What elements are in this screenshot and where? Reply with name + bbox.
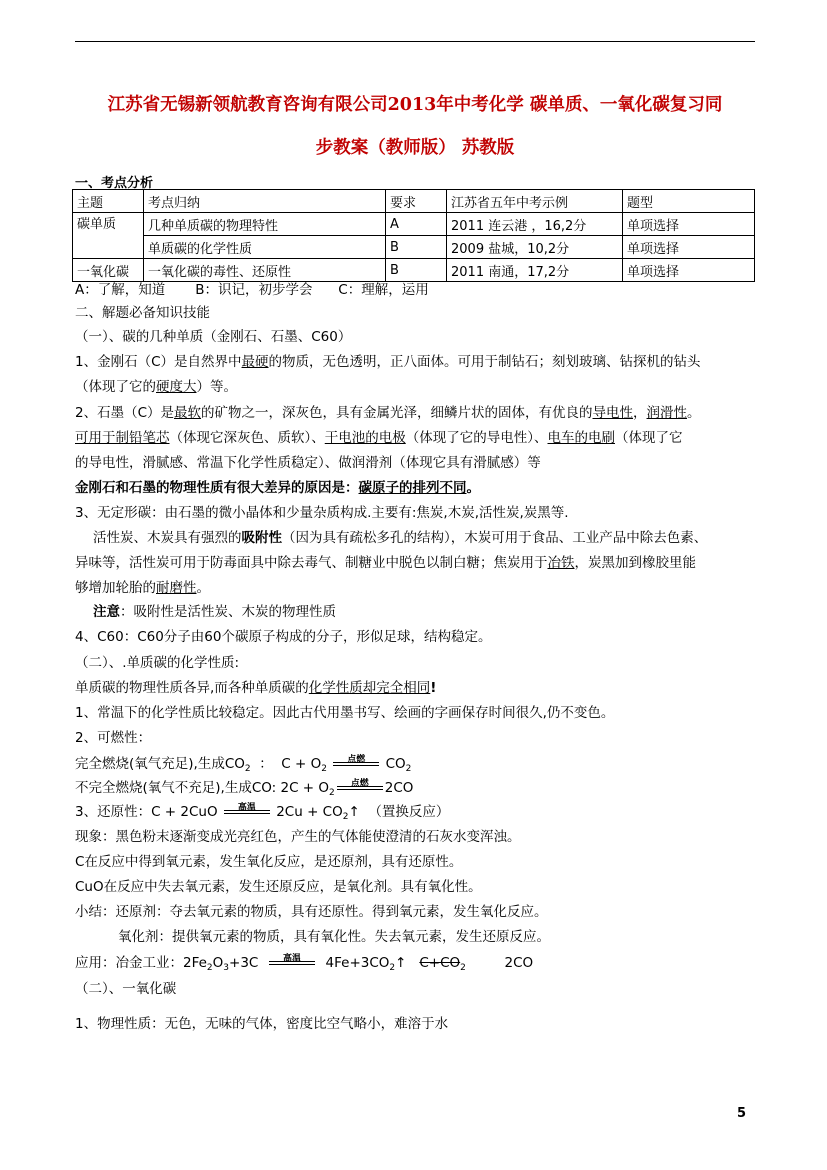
reduction-equation: 3、还原性：C + 2CuO 高温 $2Cu + CO_2↑$ （置换反应）	[75, 803, 450, 822]
table-cell: 一氧化碳的毒性、还原性	[144, 259, 386, 282]
stability-line: 1、常温下的化学性质比较稳定。因此古代用墨书写、绘画的字画保存时间很久,仍不变色。	[75, 705, 615, 721]
table-cell: 2011 南通，17,2分	[447, 259, 623, 282]
amorphous-carbon-line-4: 够增加轮胎的耐磨性。	[75, 580, 210, 596]
section-heading-knowledge: 二、解题必备知识技能	[75, 305, 210, 321]
graphite-line-3: 的导电性，滑腻感、常温下化学性质稳定）、做润滑剂（体现它具有滑腻感）等	[75, 455, 541, 471]
diamond-line-2: （体现了它的硬度大）等。	[75, 379, 237, 395]
table-header-row	[73, 190, 755, 213]
incomplete-combustion-equation: 不完全燃烧(氧气不充足),生成CO: $2C + O_2$ 点燃 2CO	[75, 779, 414, 798]
complete-combustion-equation: 完全燃烧(氧气充足),生成$CO_2$ ： $C + O_2$ 点燃 $CO_2$	[75, 755, 412, 774]
metallurgy-equation: 应用：冶金工业：$2Fe_2O_3+3C$ 高温 $4Fe+3CO_2↑$ $C+CO_2$ 2CO	[75, 954, 534, 973]
table-cell: 单项选择	[623, 259, 755, 282]
graphite-line-2: 可用于制铅笔芯（体现它深灰色、质软）、干电池的电极（体现了它的导电性）、电车的电刷（体现了它	[75, 430, 683, 446]
amorphous-carbon-line-2: 活性炭、木炭具有强烈的吸附性（因为具有疏松多孔的结构），木炭可用于食品、工业产品中除去色素、	[93, 530, 708, 546]
structure-difference-note: 金刚石和石墨的物理性质有很大差异的原因是：碳原子的排列不同。	[75, 480, 480, 496]
table-cell: 一氧化碳	[73, 259, 144, 282]
amorphous-carbon-line-3: 异味等，活性炭可用于防毒面具中除去毒气、制糖业中脱色以制白糖；焦炭用于冶铁，炭黑加到橡胶里能	[75, 555, 696, 571]
exam-points-table	[72, 189, 755, 282]
phenomenon-line: 现象：黑色粉末逐渐变成光亮红色，产生的气体能使澄清的石灰水变浑浊。	[75, 829, 521, 845]
table-header-cell: 要求	[386, 190, 447, 213]
document-title-line1: 江苏省无锡新领航教育咨询有限公司2013年中考化学 碳单质、一氧化碳复习同	[107, 95, 723, 115]
diamond-line-1: 1、金刚石（C）是自然界中最硬的物质，无色透明，正八面体。可用于制钻石；刻划玻璃、钻探机的钻头	[75, 354, 701, 370]
c60-line: 4、C60：C60分子由60个碳原子构成的分子，形似足球，结构稳定。	[75, 629, 492, 645]
page-number: 5	[737, 1106, 747, 1121]
summary-line-1: 小结：还原剂：夺去氧元素的物质，具有还原性。得到氧元素，发生氧化反应。	[75, 904, 548, 920]
table-cell: 2009 盐城，10,2分	[447, 236, 623, 259]
co-physical-properties: 1、物理性质：无色，无味的气体，密度比空气略小，难溶于水	[75, 1016, 449, 1032]
table-cell: A	[386, 213, 447, 236]
reaction-arrow: 高温	[224, 805, 270, 819]
table-cell: 碳单质	[73, 213, 144, 259]
document-title-line2: 步教案（教师版） 苏教版	[315, 138, 515, 158]
carbon-role-line: C在反应中得到氧元素，发生氧化反应，是还原剂，具有还原性。	[75, 854, 463, 870]
table-row	[73, 236, 755, 259]
table-cell: 单项选择	[623, 236, 755, 259]
table-cell: 单项选择	[623, 213, 755, 236]
reaction-arrow: 点燃	[337, 781, 383, 795]
amorphous-carbon-line-1: 3、无定形碳：由石墨的微小晶体和少量杂质构成.主要有:焦炭,木炭,活性炭,炭黑等.	[75, 505, 569, 521]
requirement-legend: A：了解，知道 B：识记，初步学会 C：理解，运用	[75, 282, 429, 298]
subsection-heading-co: （二）、一氧化碳	[75, 981, 177, 997]
header-rule	[75, 41, 755, 42]
chemical-intro: 单质碳的物理性质各异,而各种单质碳的化学性质却完全相同!	[75, 680, 437, 696]
table-cell: 单质碳的化学性质	[144, 236, 386, 259]
table-cell: 2011 连云港 ，16,2分	[447, 213, 623, 236]
flammability-heading: 2、可燃性：	[75, 730, 152, 746]
section-heading-analysis: 一、考点分析	[75, 176, 154, 191]
cuo-role-line: CuO在反应中失去氧元素，发生还原反应，是氧化剂。具有氧化性。	[75, 879, 482, 895]
table-header-cell: 江苏省五年中考示例	[447, 190, 623, 213]
table-row	[73, 213, 755, 236]
summary-line-2: 氧化剂：提供氧元素的物质，具有氧化性。失去氧元素，发生还原反应。	[118, 929, 550, 945]
reaction-arrow: 点燃	[333, 757, 379, 771]
table-cell: B	[386, 259, 447, 282]
table-header-cell: 考点归纳	[144, 190, 386, 213]
table-cell: 几种单质碳的物理特性	[144, 213, 386, 236]
table-header-cell: 题型	[623, 190, 755, 213]
reaction-arrow: 高温	[269, 956, 315, 970]
table-cell: B	[386, 236, 447, 259]
adsorption-note: 注意：吸附性是活性炭、木炭的物理性质	[93, 604, 336, 620]
graphite-line-1: 2、石墨（C）是最软的矿物之一，深灰色，具有金属光泽，细鳞片状的固体，有优良的导电性，润滑性。	[75, 405, 701, 421]
subsection-heading-carbon-forms: （一）、碳的几种单质（金刚石、石墨、C60）	[75, 329, 352, 345]
table-header-cell: 主题	[73, 190, 144, 213]
subsection-heading-chemical: （二）、.单质碳的化学性质:	[75, 655, 240, 671]
